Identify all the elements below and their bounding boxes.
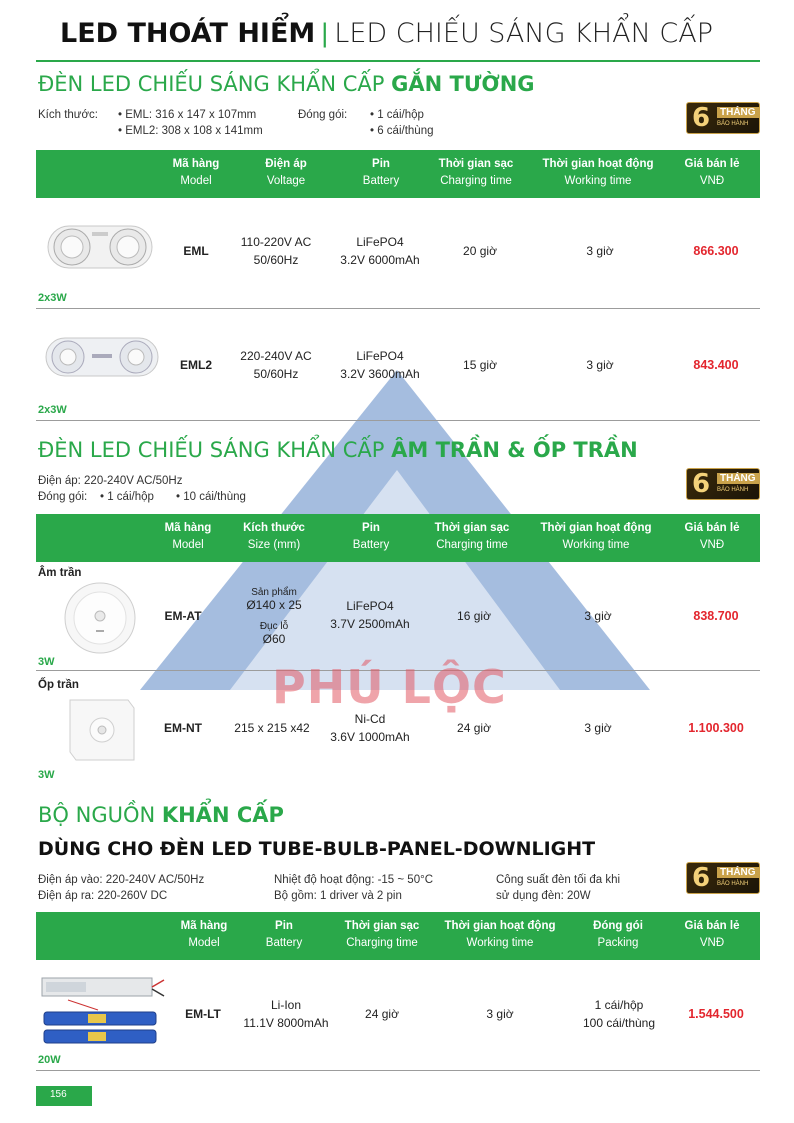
warranty-badge (686, 102, 760, 134)
warranty-number: 6 (692, 103, 711, 133)
row-emat-group: Âm trần (38, 567, 82, 579)
col-working: Thời gian hoạt động Working time (542, 158, 654, 187)
row-emnt-price: 1.100.300 (688, 721, 744, 735)
row-emlt-packing-2: 100 cái/thùng (582, 1016, 656, 1030)
row-eml-working: 3 giờ (586, 244, 614, 258)
row-emlt-battery-2: 11.1V 8000mAh (243, 1016, 329, 1030)
col-model: Mã hàng Model (180, 920, 228, 949)
warranty-label: BẢO HÀNH (717, 121, 749, 127)
section3-subtitle: DÙNG CHO ĐÈN LED TUBE-BULB-PANEL-DOWNLIGHT (38, 838, 596, 860)
row-eml2-charging: 15 giờ (463, 358, 497, 372)
col-price: Giá bán lẻ VNĐ (684, 920, 740, 949)
product-image-em-at (62, 580, 138, 656)
section3-title-bold: KHẨN CẤP (161, 803, 284, 827)
col-size: Kích thước Size (mm) (243, 522, 305, 551)
row-emat-model: EM-AT (164, 609, 202, 623)
row-divider (36, 1070, 760, 1071)
section3-spec-3: Nhiệt độ hoạt động: -15 ~ 50°C (274, 874, 434, 886)
section3-title-light: BỘ NGUỒN (38, 803, 156, 827)
row-eml2-battery-2: 3.2V 3600mAh (340, 367, 420, 381)
section3-spec-2: Điện áp ra: 220-260V DC (38, 890, 168, 902)
row-emnt-model: EM-NT (164, 721, 202, 735)
col-working: Thời gian hoạt động Working time (444, 920, 556, 949)
section2-pack-2: • 10 cái/thùng (176, 491, 246, 503)
title-divider (36, 60, 760, 62)
col-model: Mã hàng Model (172, 158, 220, 187)
row-divider (36, 420, 760, 421)
row-emlt-battery-1: Li-Ion (270, 998, 302, 1012)
row-eml2-working: 3 giờ (586, 358, 614, 372)
section2-voltage: Điện áp: 220-240V AC/50Hz (38, 475, 183, 487)
row-emat-working: 3 giờ (584, 609, 612, 623)
row-emat-size-note-2: Đục lỗ (259, 621, 289, 632)
row-eml-voltage-2: 50/60Hz (253, 253, 299, 267)
row-emat-watt: 3W (38, 656, 55, 668)
product-image-eml2 (44, 332, 160, 382)
section3-table-header (36, 912, 760, 960)
row-emlt-model: EM-LT (185, 1007, 221, 1021)
row-eml2-voltage-1: 220-240V AC (240, 349, 312, 363)
section3-spec-4: Bộ gồm: 1 driver và 2 pin (274, 890, 402, 902)
row-emat-price: 838.700 (693, 609, 739, 623)
section1-title-light: ĐÈN LED CHIẾU SÁNG KHẨN CẤP (38, 72, 385, 96)
warranty-months: THÁNG (717, 107, 759, 118)
page-title-light: LED CHIẾU SÁNG KHẨN CẤP (334, 18, 713, 49)
row-divider (36, 308, 760, 309)
warranty-badge: 6 THÁNG BẢO HÀNH (686, 468, 760, 500)
row-emlt-watt: 20W (38, 1054, 61, 1066)
section3-spec-5: Công suất đèn tối đa khi (496, 874, 621, 886)
section1-title-bold: GẮN TƯỜNG (391, 72, 535, 96)
col-battery: Pin Battery (352, 522, 390, 551)
row-emat-battery-1: LiFePO4 (346, 599, 394, 613)
section2-title (38, 438, 638, 462)
title-separator: | (321, 18, 329, 48)
row-emlt-charging: 24 giờ (365, 1007, 399, 1021)
row-eml-model: EML (183, 244, 209, 258)
page-title (60, 18, 713, 49)
section3-title (38, 803, 284, 827)
product-image-eml (44, 218, 156, 274)
page-number-box (36, 1086, 92, 1106)
row-emnt-battery-2: 3.6V 1000mAh (330, 730, 410, 744)
row-emnt-group: Ốp trần (38, 679, 79, 691)
section2-pack-1: • 1 cái/hộp (100, 491, 154, 503)
col-working: Thời gian hoạt động Working time (540, 522, 652, 551)
col-battery: Pin Battery (362, 158, 400, 187)
section3-spec-1: Điện áp vào: 220-240V AC/50Hz (38, 874, 205, 886)
page-title-bold: LED THOÁT HIỂM (60, 18, 316, 49)
row-emat-size-1: Ø140 x 25 (246, 598, 302, 612)
row-eml2-watt: 2x3W (38, 404, 67, 416)
section2-table-header (36, 514, 760, 562)
col-model: Mã hàng Model (164, 522, 212, 551)
col-price: Giá bán lẻ VNĐ (684, 522, 740, 551)
row-eml-battery-2: 3.2V 6000mAh (340, 253, 420, 267)
col-packing: Đóng gói Packing (593, 920, 643, 949)
col-battery: Pin Battery (265, 920, 303, 949)
section1-size-1: • EML: 316 x 147 x 107mm (118, 109, 257, 121)
watermark-text: PHÚ LỘC (272, 660, 507, 714)
row-emat-size-2: Ø60 (262, 632, 286, 646)
row-eml-charging: 20 giờ (463, 244, 497, 258)
row-eml-price: 866.300 (693, 244, 739, 258)
section2-title-bold: ÂM TRẦN & ỐP TRẦN (391, 438, 638, 462)
section1-title (38, 72, 535, 96)
section2-pack-label: Đóng gói: (38, 491, 88, 503)
row-eml2-voltage-2: 50/60Hz (253, 367, 299, 381)
row-emlt-packing-1: 1 cái/hộp (594, 998, 644, 1012)
page-number: 156 (50, 1089, 67, 1100)
product-image-em-nt (62, 694, 138, 766)
col-charging: Thời gian sạc Charging time (434, 522, 510, 551)
row-eml2-battery-1: LiFePO4 (356, 349, 404, 363)
row-emnt-working: 3 giờ (584, 721, 612, 735)
section1-size-label: Kích thước: (38, 109, 98, 121)
row-emat-battery-2: 3.7V 2500mAh (330, 617, 410, 631)
row-emnt-battery-1: Ni-Cd (354, 712, 386, 726)
product-image-em-lt (38, 970, 168, 1054)
row-emnt-size: 215 x 215 x42 (234, 721, 310, 735)
row-eml2-price: 843.400 (693, 358, 739, 372)
row-emnt-charging: 24 giờ (457, 721, 491, 735)
row-emlt-working: 3 giờ (486, 1007, 514, 1021)
col-charging: Thời gian sạc Charging time (344, 920, 420, 949)
row-emlt-price: 1.544.500 (688, 1007, 744, 1021)
row-eml-watt: 2x3W (38, 292, 67, 304)
row-emat-size-note-1: Sản phẩm (251, 587, 297, 598)
section1-pack-2: • 6 cái/thùng (370, 125, 434, 137)
section1-pack-label: Đóng gói: (298, 109, 348, 121)
section2-title-light: ĐÈN LED CHIẾU SÁNG KHẨN CẤP (38, 438, 385, 462)
col-price: Giá bán lẻ VNĐ (684, 158, 740, 187)
section1-pack-1: • 1 cái/hộp (370, 109, 424, 121)
section1-size-2: • EML2: 308 x 108 x 141mm (118, 125, 263, 137)
row-eml-voltage-1: 110-220V AC (240, 235, 312, 249)
row-eml2-model: EML2 (179, 358, 212, 372)
col-charging: Thời gian sạc Charging time (438, 158, 514, 187)
col-voltage: Điện áp Voltage (265, 158, 307, 187)
row-emat-charging: 16 giờ (457, 609, 491, 623)
warranty-badge: 6 THÁNG BẢO HÀNH (686, 862, 760, 894)
row-eml-battery-1: LiFePO4 (356, 235, 404, 249)
section1-table-header (36, 150, 760, 198)
row-emnt-watt: 3W (38, 769, 55, 781)
section3-spec-6: sử dụng đèn: 20W (496, 890, 591, 902)
